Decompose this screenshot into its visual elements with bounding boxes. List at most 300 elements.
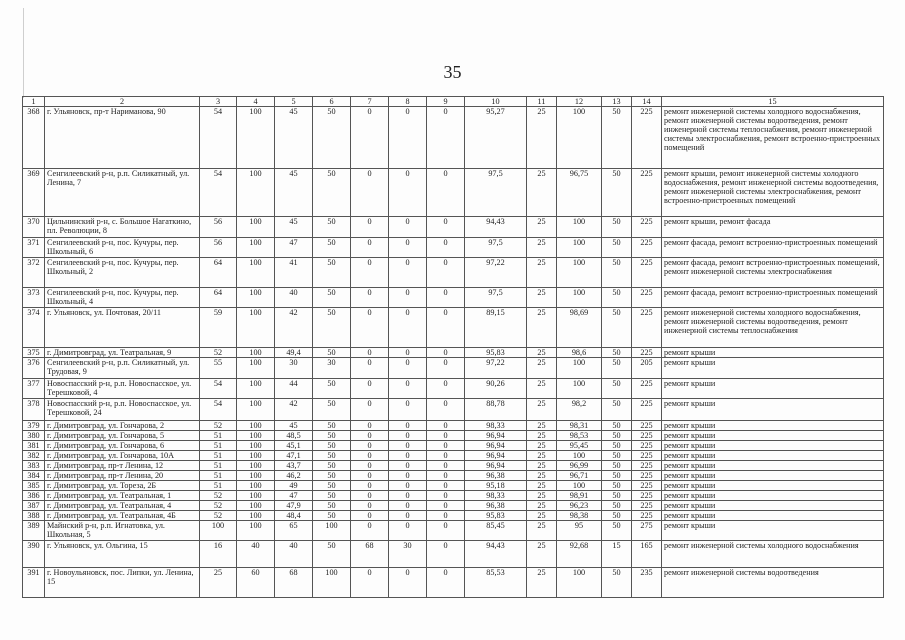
value-cell: 0 (389, 288, 427, 308)
table-row (23, 441, 884, 451)
value-cell: 0 (427, 461, 465, 471)
work-type-cell: ремонт крыши, ремонт инженерной системы холодного водоснабжения, ремонт инженерной системы водоотведения, ремонт инженерной системы электроснабжения, ремонт встроенно-пристроенных помещений (662, 169, 884, 217)
value-cell: 50 (602, 358, 632, 379)
value-cell: 25 (527, 288, 557, 308)
value-cell: 0 (351, 491, 389, 501)
value-cell: 100 (557, 288, 602, 308)
value-cell: 0 (351, 471, 389, 481)
value-cell: 50 (313, 441, 351, 451)
value-cell: 25 (527, 521, 557, 541)
row-number-cell: 390 (23, 541, 45, 568)
value-cell: 98,38 (557, 511, 602, 521)
value-cell: 50 (602, 461, 632, 471)
value-cell: 0 (389, 217, 427, 238)
value-cell: 0 (389, 521, 427, 541)
value-cell: 0 (427, 217, 465, 238)
value-cell: 96,94 (465, 461, 527, 471)
value-cell: 0 (351, 511, 389, 521)
column-header: 7 (351, 97, 389, 107)
value-cell: 52 (200, 348, 237, 358)
value-cell: 95,27 (465, 107, 527, 169)
value-cell: 96,99 (557, 461, 602, 471)
row-number-cell: 377 (23, 379, 45, 399)
value-cell: 98,31 (557, 421, 602, 431)
work-type-cell: ремонт инженерной системы холодного водоснабжения (662, 541, 884, 568)
value-cell: 44 (275, 379, 313, 399)
value-cell: 0 (351, 451, 389, 461)
value-cell: 235 (632, 568, 662, 598)
value-cell: 50 (313, 511, 351, 521)
value-cell: 100 (313, 521, 351, 541)
value-cell: 50 (313, 107, 351, 169)
value-cell: 100 (237, 461, 275, 471)
value-cell: 51 (200, 441, 237, 451)
row-number-cell: 389 (23, 521, 45, 541)
value-cell: 51 (200, 481, 237, 491)
value-cell: 25 (527, 431, 557, 441)
page-number: 35 (443, 62, 462, 82)
value-cell: 100 (237, 501, 275, 511)
value-cell: 0 (427, 511, 465, 521)
value-cell: 97,22 (465, 358, 527, 379)
value-cell: 100 (237, 471, 275, 481)
value-cell: 50 (313, 461, 351, 471)
value-cell: 50 (602, 501, 632, 511)
value-cell: 0 (427, 568, 465, 598)
value-cell: 40 (237, 541, 275, 568)
value-cell: 100 (237, 399, 275, 421)
value-cell: 0 (389, 431, 427, 441)
value-cell: 30 (389, 541, 427, 568)
value-cell: 85,45 (465, 521, 527, 541)
value-cell: 50 (313, 217, 351, 238)
value-cell: 100 (557, 258, 602, 288)
value-cell: 0 (427, 471, 465, 481)
value-cell: 0 (389, 169, 427, 217)
table-body (23, 107, 884, 598)
column-header: 6 (313, 97, 351, 107)
value-cell: 50 (602, 348, 632, 358)
value-cell: 25 (527, 461, 557, 471)
value-cell: 30 (313, 358, 351, 379)
value-cell: 100 (200, 521, 237, 541)
value-cell: 100 (237, 451, 275, 461)
value-cell: 0 (351, 501, 389, 511)
value-cell: 0 (351, 441, 389, 451)
value-cell: 100 (237, 421, 275, 431)
row-number-cell: 382 (23, 451, 45, 461)
value-cell: 0 (351, 431, 389, 441)
value-cell: 50 (313, 238, 351, 258)
value-cell: 49 (275, 481, 313, 491)
value-cell: 30 (275, 358, 313, 379)
table-row (23, 379, 884, 399)
address-cell: Новоспасский р-н, р.п. Новоспасское, ул. Терешковой, 4 (45, 379, 200, 399)
table-row (23, 288, 884, 308)
value-cell: 92,68 (557, 541, 602, 568)
value-cell: 25 (527, 501, 557, 511)
value-cell: 95,18 (465, 481, 527, 491)
value-cell: 0 (389, 451, 427, 461)
value-cell: 50 (313, 541, 351, 568)
value-cell: 100 (557, 451, 602, 461)
value-cell: 50 (602, 169, 632, 217)
value-cell: 98,33 (465, 491, 527, 501)
row-number-cell: 383 (23, 461, 45, 471)
value-cell: 100 (237, 441, 275, 451)
value-cell: 0 (427, 358, 465, 379)
value-cell: 0 (351, 521, 389, 541)
value-cell: 25 (527, 169, 557, 217)
value-cell: 0 (351, 217, 389, 238)
value-cell: 96,23 (557, 501, 602, 511)
row-number-cell: 369 (23, 169, 45, 217)
value-cell: 96,71 (557, 471, 602, 481)
value-cell: 96,94 (465, 451, 527, 461)
row-number-cell: 374 (23, 308, 45, 348)
address-cell: г. Димитровград, ул. Театральная, 9 (45, 348, 200, 358)
value-cell: 45 (275, 421, 313, 431)
value-cell: 45 (275, 169, 313, 217)
address-cell: г. Ульяновск, ул. Ольгина, 15 (45, 541, 200, 568)
value-cell: 100 (237, 258, 275, 288)
value-cell: 25 (527, 348, 557, 358)
value-cell: 98,91 (557, 491, 602, 501)
value-cell: 0 (351, 107, 389, 169)
row-number-cell: 386 (23, 491, 45, 501)
value-cell: 0 (351, 568, 389, 598)
address-cell: Сенгилеевский р-н, пос. Кучуры, пер. Школьный, 6 (45, 238, 200, 258)
value-cell: 50 (313, 169, 351, 217)
table-row (23, 107, 884, 169)
value-cell: 51 (200, 461, 237, 471)
address-cell: Майнский р-н, р.п. Игнатовка, ул. Школьная, 5 (45, 521, 200, 541)
value-cell: 50 (602, 421, 632, 431)
value-cell: 0 (351, 379, 389, 399)
value-cell: 97,22 (465, 258, 527, 288)
work-type-cell: ремонт крыши (662, 451, 884, 461)
value-cell: 25 (527, 491, 557, 501)
value-cell: 88,78 (465, 399, 527, 421)
value-cell: 100 (237, 521, 275, 541)
value-cell: 46,2 (275, 471, 313, 481)
column-header: 8 (389, 97, 427, 107)
row-number-cell: 375 (23, 348, 45, 358)
value-cell: 47 (275, 238, 313, 258)
address-cell: г. Димитровград, ул. Гончарова, 10А (45, 451, 200, 461)
value-cell: 50 (313, 421, 351, 431)
value-cell: 0 (351, 358, 389, 379)
work-type-cell: ремонт крыши (662, 501, 884, 511)
value-cell: 100 (237, 308, 275, 348)
work-type-cell: ремонт крыши, ремонт фасада (662, 217, 884, 238)
row-number-cell: 387 (23, 501, 45, 511)
table-row (23, 399, 884, 421)
value-cell: 48,4 (275, 511, 313, 521)
value-cell: 25 (527, 238, 557, 258)
value-cell: 100 (237, 379, 275, 399)
address-cell: г. Димитровград, ул. Гончарова, 5 (45, 431, 200, 441)
value-cell: 0 (427, 107, 465, 169)
row-number-cell: 376 (23, 358, 45, 379)
value-cell: 98,69 (557, 308, 602, 348)
column-header: 4 (237, 97, 275, 107)
row-number-cell: 388 (23, 511, 45, 521)
row-number-cell: 370 (23, 217, 45, 238)
value-cell: 52 (200, 501, 237, 511)
work-type-cell: ремонт крыши (662, 441, 884, 451)
value-cell: 50 (602, 568, 632, 598)
value-cell: 0 (389, 258, 427, 288)
value-cell: 0 (389, 461, 427, 471)
value-cell: 45 (275, 217, 313, 238)
value-cell: 0 (427, 491, 465, 501)
value-cell: 50 (313, 399, 351, 421)
row-number-cell: 373 (23, 288, 45, 308)
table-row (23, 421, 884, 431)
address-cell: Цильнинский р-н, с. Большое Нагаткино, пл. Революции, 8 (45, 217, 200, 238)
value-cell: 55 (200, 358, 237, 379)
column-header: 11 (527, 97, 557, 107)
value-cell: 0 (427, 399, 465, 421)
value-cell: 95,45 (557, 441, 602, 451)
value-cell: 225 (632, 238, 662, 258)
address-cell: г. Новоульяновск, пос. Липки, ул. Ленина, 15 (45, 568, 200, 598)
value-cell: 100 (237, 107, 275, 169)
value-cell: 50 (313, 491, 351, 501)
value-cell: 0 (427, 501, 465, 511)
value-cell: 98,33 (465, 421, 527, 431)
value-cell: 40 (275, 541, 313, 568)
value-cell: 97,5 (465, 238, 527, 258)
value-cell: 51 (200, 451, 237, 461)
row-number-cell: 381 (23, 441, 45, 451)
value-cell: 0 (389, 441, 427, 451)
value-cell: 42 (275, 399, 313, 421)
value-cell: 0 (427, 481, 465, 491)
value-cell: 50 (313, 288, 351, 308)
value-cell: 100 (557, 238, 602, 258)
value-cell: 98,6 (557, 348, 602, 358)
address-cell: Сенгилеевский р-н, пос. Кучуры, пер. Школьный, 2 (45, 258, 200, 288)
column-header: 12 (557, 97, 602, 107)
table-row (23, 348, 884, 358)
value-cell: 0 (389, 421, 427, 431)
value-cell: 225 (632, 491, 662, 501)
value-cell: 0 (389, 348, 427, 358)
value-cell: 50 (602, 107, 632, 169)
value-cell: 0 (427, 238, 465, 258)
column-header: 2 (45, 97, 200, 107)
value-cell: 47,9 (275, 501, 313, 511)
value-cell: 205 (632, 358, 662, 379)
work-type-cell: ремонт крыши (662, 399, 884, 421)
value-cell: 100 (237, 431, 275, 441)
value-cell: 100 (557, 568, 602, 598)
address-cell: г. Димитровград, ул. Гончарова, 2 (45, 421, 200, 431)
address-cell: г. Ульяновск, пр-т Нариманова, 90 (45, 107, 200, 169)
value-cell: 94,43 (465, 217, 527, 238)
value-cell: 25 (527, 358, 557, 379)
value-cell: 0 (389, 471, 427, 481)
value-cell: 0 (389, 107, 427, 169)
value-cell: 50 (602, 491, 632, 501)
value-cell: 275 (632, 521, 662, 541)
value-cell: 25 (527, 379, 557, 399)
table-row (23, 461, 884, 471)
work-type-cell: ремонт крыши (662, 511, 884, 521)
value-cell: 100 (557, 379, 602, 399)
value-cell: 54 (200, 379, 237, 399)
value-cell: 0 (351, 169, 389, 217)
value-cell: 43,7 (275, 461, 313, 471)
value-cell: 60 (237, 568, 275, 598)
value-cell: 0 (351, 421, 389, 431)
table-row (23, 431, 884, 441)
scan-edge-line (23, 8, 24, 98)
value-cell: 100 (313, 568, 351, 598)
value-cell: 0 (351, 461, 389, 471)
value-cell: 96,94 (465, 441, 527, 451)
value-cell: 50 (313, 431, 351, 441)
value-cell: 225 (632, 288, 662, 308)
value-cell: 225 (632, 471, 662, 481)
column-header: 9 (427, 97, 465, 107)
column-header: 14 (632, 97, 662, 107)
table-row (23, 541, 884, 568)
table-row (23, 451, 884, 461)
value-cell: 225 (632, 258, 662, 288)
value-cell: 100 (557, 481, 602, 491)
value-cell: 0 (427, 308, 465, 348)
value-cell: 0 (389, 568, 427, 598)
table-row (23, 491, 884, 501)
value-cell: 225 (632, 461, 662, 471)
value-cell: 50 (602, 511, 632, 521)
work-type-cell: ремонт крыши (662, 379, 884, 399)
value-cell: 0 (427, 379, 465, 399)
value-cell: 95 (557, 521, 602, 541)
work-type-cell: ремонт крыши (662, 358, 884, 379)
value-cell: 50 (602, 481, 632, 491)
value-cell: 0 (389, 399, 427, 421)
row-number-cell: 371 (23, 238, 45, 258)
value-cell: 0 (427, 451, 465, 461)
value-cell: 100 (237, 169, 275, 217)
row-number-cell: 379 (23, 421, 45, 431)
value-cell: 225 (632, 399, 662, 421)
work-type-cell: ремонт инженерной системы холодного водоснабжения, ремонт инженерной системы водоотведения, ремонт инженерной системы теплоснабжения, ремонт инженерной системы электроснабжения, ремонт встроенно-пристроенных помещений (662, 107, 884, 169)
value-cell: 0 (427, 431, 465, 441)
value-cell: 40 (275, 288, 313, 308)
value-cell: 50 (602, 238, 632, 258)
value-cell: 52 (200, 491, 237, 501)
value-cell: 0 (389, 491, 427, 501)
work-type-cell: ремонт крыши (662, 491, 884, 501)
value-cell: 97,5 (465, 169, 527, 217)
value-cell: 225 (632, 169, 662, 217)
value-cell: 50 (602, 451, 632, 461)
value-cell: 100 (237, 288, 275, 308)
address-cell: г. Димитровград, ул. Тореза, 2Б (45, 481, 200, 491)
address-cell: Сенгилеевский р-н, р.п. Силикатный, ул. Ленина, 7 (45, 169, 200, 217)
table-row (23, 169, 884, 217)
value-cell: 50 (602, 288, 632, 308)
value-cell: 225 (632, 501, 662, 511)
value-cell: 0 (351, 308, 389, 348)
row-number-cell: 378 (23, 399, 45, 421)
value-cell: 15 (602, 541, 632, 568)
table-row (23, 501, 884, 511)
value-cell: 0 (427, 541, 465, 568)
value-cell: 50 (602, 399, 632, 421)
value-cell: 0 (389, 358, 427, 379)
value-cell: 47,1 (275, 451, 313, 461)
value-cell: 54 (200, 169, 237, 217)
work-type-cell: ремонт крыши (662, 471, 884, 481)
table-row (23, 521, 884, 541)
row-number-cell: 384 (23, 471, 45, 481)
value-cell: 165 (632, 541, 662, 568)
value-cell: 100 (237, 217, 275, 238)
value-cell: 96,75 (557, 169, 602, 217)
address-cell: г. Ульяновск, ул. Почтовая, 20/11 (45, 308, 200, 348)
value-cell: 25 (527, 541, 557, 568)
value-cell: 52 (200, 421, 237, 431)
value-cell: 50 (313, 379, 351, 399)
value-cell: 0 (351, 481, 389, 491)
value-cell: 50 (602, 379, 632, 399)
value-cell: 0 (389, 511, 427, 521)
table-row (23, 568, 884, 598)
value-cell: 225 (632, 348, 662, 358)
value-cell: 90,26 (465, 379, 527, 399)
value-cell: 96,38 (465, 471, 527, 481)
column-header: 15 (662, 97, 884, 107)
column-header: 5 (275, 97, 313, 107)
row-number-cell: 391 (23, 568, 45, 598)
value-cell: 225 (632, 421, 662, 431)
row-number-cell: 385 (23, 481, 45, 491)
value-cell: 96,38 (465, 501, 527, 511)
work-type-cell: ремонт крыши (662, 431, 884, 441)
value-cell: 48,5 (275, 431, 313, 441)
value-cell: 54 (200, 399, 237, 421)
table-row (23, 481, 884, 491)
value-cell: 225 (632, 451, 662, 461)
value-cell: 89,15 (465, 308, 527, 348)
work-type-cell: ремонт инженерной системы водоотведения (662, 568, 884, 598)
value-cell: 0 (389, 308, 427, 348)
value-cell: 64 (200, 258, 237, 288)
value-cell: 50 (602, 308, 632, 348)
value-cell: 50 (313, 471, 351, 481)
value-cell: 49,4 (275, 348, 313, 358)
value-cell: 25 (527, 471, 557, 481)
value-cell: 56 (200, 238, 237, 258)
value-cell: 25 (527, 258, 557, 288)
table-header-row (23, 97, 884, 107)
value-cell: 100 (237, 511, 275, 521)
value-cell: 0 (351, 238, 389, 258)
value-cell: 50 (602, 521, 632, 541)
value-cell: 100 (557, 107, 602, 169)
value-cell: 25 (527, 421, 557, 431)
value-cell: 50 (313, 258, 351, 288)
value-cell: 95,83 (465, 511, 527, 521)
value-cell: 16 (200, 541, 237, 568)
address-cell: г. Димитровград, ул. Театральная, 4Б (45, 511, 200, 521)
